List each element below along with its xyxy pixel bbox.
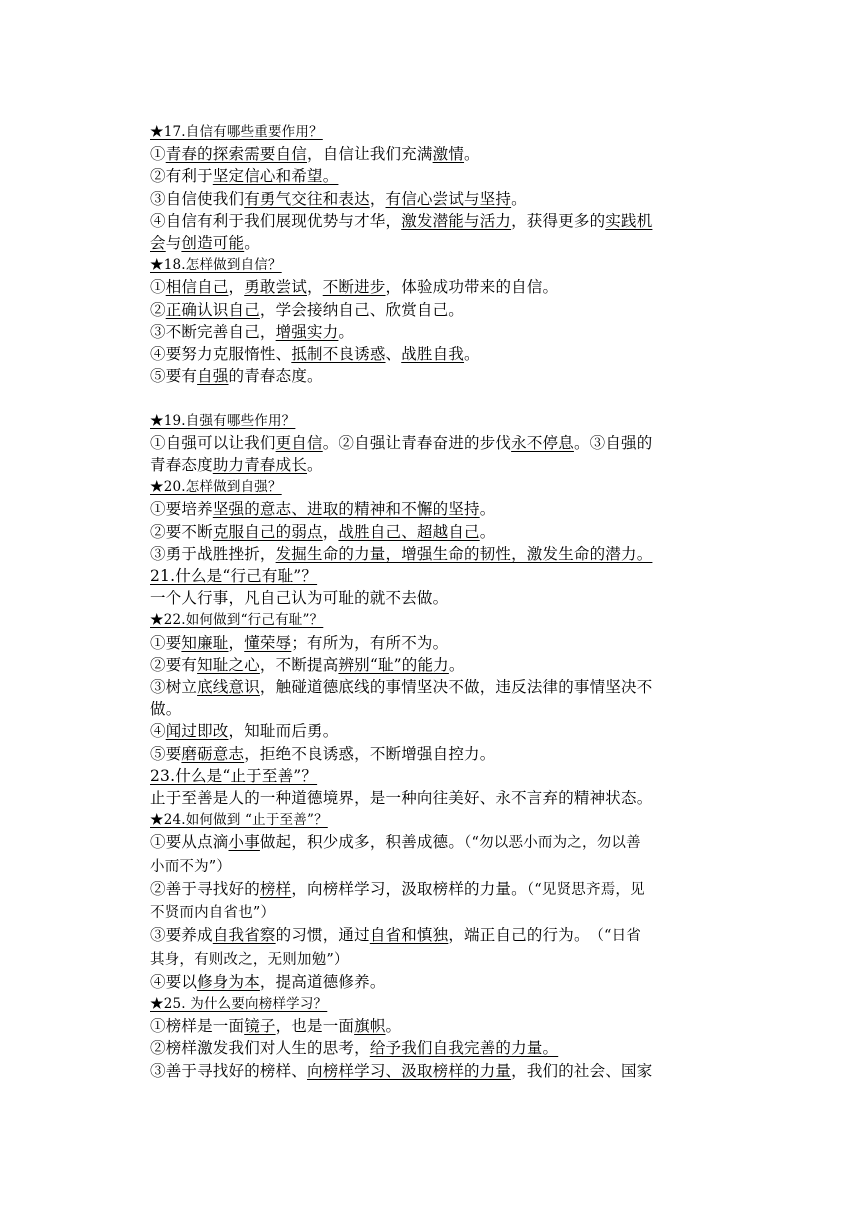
text-segment: 的青春态度。 [228,367,323,386]
text-segment: ，不断提高 [259,655,339,674]
text-line [150,855,715,878]
text-segment: 。 [464,145,480,164]
text-line [150,498,715,520]
text-segment: 。 [307,456,323,475]
text-line [150,743,715,765]
text-line [150,210,715,232]
text-line [150,971,715,993]
text-line [150,143,715,165]
text-segment: ，拒绝不良诱惑，不断增强自控力。 [244,744,496,763]
underlined-text: ★22.如何做到“行己有耻”？ [150,612,324,629]
text-line [150,720,715,742]
text-segment: 小而不为”） [150,858,232,875]
underlined-text: 自省和慎独 [369,926,449,945]
text-segment: ②善于寻找好的 [150,879,260,898]
underlined-text: 抵制不良诱惑 [291,345,386,364]
text-segment: （“日省 [581,928,642,945]
text-segment: 做起，积少成多，积善成德。 [259,833,465,852]
text-segment: 。 [448,655,465,674]
underlined-text: 辨别“耻”的能力 [338,655,449,674]
underlined-text: 有勇气交往和表达 [244,189,370,208]
underlined-text: 给予我们自我完善的力量。 [369,1039,559,1058]
text-line [150,787,715,809]
text-segment: ③要养成 [150,926,213,945]
text-segment: 。 [479,500,496,519]
text-segment: ④要以 [150,972,198,991]
underlined-text: 旗帜 [354,1017,386,1036]
underlined-text: 向榜样学习、汲取榜样的力量 [307,1061,512,1080]
question-heading [150,254,715,276]
text-segment: 其身，有则改之，无则加勉”） [150,951,349,968]
text-line [150,654,715,676]
underlined-text: 更自信 [275,433,323,452]
text-segment: 一个人行事，凡自己认为可耻的就不去做。 [150,589,449,608]
text-segment: 。 [338,322,355,341]
text-line [150,276,715,298]
text-segment: ④自信有利于我们展现优势与才华， [150,211,402,230]
text-segment: ，也是一面 [275,1017,355,1036]
text-segment: ，端正自己的行为。 [448,926,582,945]
underlined-text: 自强 [197,367,229,386]
text-segment: 。 [511,189,527,208]
text-line [150,565,715,587]
text-line [150,698,715,720]
underlined-text: ★19.自强有哪些作用？ [150,412,296,429]
underlined-text: 相信自己 [165,278,229,297]
text-segment: ，学会接纳自己、欣赏自己。 [259,300,465,319]
text-segment: ②要有 [150,655,198,674]
text-segment: ， [322,522,339,541]
text-segment: ①要 [150,633,182,652]
underlined-text: 闻过即改 [165,722,229,741]
underlined-text: 激发潜能与活力 [401,211,512,230]
text-line [150,1037,715,1059]
text-segment: ①要从点滴 [150,833,229,852]
underlined-text: 战胜自我 [401,345,465,364]
text-segment: ①要培养 [150,500,213,519]
text-segment: ，体验成功带来的自信。 [385,278,559,297]
text-line [150,321,715,343]
underlined-text: 坚强的意志、进取的精神和不懈的坚持 [212,500,480,519]
underlined-text: 知廉耻 [181,633,229,652]
underlined-text: 底线意识 [197,678,260,697]
text-segment: ③善于寻找好的榜样、 [150,1061,308,1080]
text-line [150,924,715,947]
text-segment: ，获得更多的 [511,211,606,230]
text-segment: ，触碰道德底线的事情坚决不做，违反法律的事情坚决不 [259,678,653,697]
text-segment: ，我们的社会、国家 [511,1061,653,1080]
underlined-text: 21.什么是“行己有耻”？ [150,567,318,586]
text-segment: （“见贤思齐焉，见 [526,881,645,898]
text-segment: ⑤要 [150,744,182,763]
text-line [150,188,715,210]
text-segment: ， [307,278,323,297]
question-heading [150,410,715,432]
underlined-text: ★20.怎样做到自强？ [150,479,282,496]
text-segment: ④ [150,722,166,741]
text-segment: ， [369,189,386,208]
underlined-text: 会 [150,234,166,253]
text-line [150,343,715,365]
text-segment: ③自信使我们 [150,189,245,208]
question-heading [150,809,715,831]
text-line [150,587,715,609]
underlined-text: 战胜自己、超越自己 [338,522,480,541]
underlined-text: 勇敢尝试 [244,278,308,297]
text-segment: 止于至善是人的一种道德境界，是一种向往美好、永不言弃的精神状态。 [150,789,653,808]
underlined-text: 永不停息 [511,433,574,452]
text-line [150,1060,715,1082]
underlined-text: 有信心尝试与坚持 [385,189,512,208]
document-page [150,121,715,1082]
text-segment: ⑤要有 [150,367,198,386]
text-segment: ②榜样激发我们对人生的思考， [150,1039,370,1058]
text-segment: ， [228,278,245,297]
underlined-text: 正确认识自己 [165,300,260,319]
text-line [150,878,715,901]
underlined-text: 激情 [432,145,465,164]
text-segment: ③树立 [150,678,198,697]
text-segment: 、 [385,345,402,364]
text-segment: 。②自强让青春奋进的步伐 [322,433,512,452]
text-segment: 。③自强的 [573,433,653,452]
text-segment: ① [150,145,166,164]
underlined-text: 23.什么是“止于至善”？ [150,766,318,785]
text-segment: 。 [385,1017,402,1036]
text-segment: ②要不断 [150,522,213,541]
text-line [150,765,715,787]
underlined-text: 创造可能 [181,234,245,253]
underlined-text: 磨砺意志 [181,744,245,763]
text-segment: ，向榜样学习，汲取榜样的力量。 [291,879,527,898]
underlined-text: 知耻之心 [197,655,260,674]
underlined-text: 青春的探索需要自信 [165,145,308,164]
underlined-text: ★24.如何做到 “止于至善”？ [150,812,328,829]
underlined-text: 坚定信心和希望。 [212,167,339,186]
text-line [150,165,715,187]
text-segment: 的习惯，通过 [275,926,370,945]
underlined-text: 实践机 [605,211,653,230]
text-line [150,521,715,543]
text-segment: ④要努力克服惰性、 [150,345,292,364]
underlined-text: 增强实力 [275,322,339,341]
text-segment: 做。 [150,700,182,719]
blank-line [150,387,715,409]
underlined-text: 克服自己的弱点 [212,522,323,541]
text-line [150,232,715,254]
underlined-text: 发掘生命的力量，增强生命的韧性，激发生命的潜力。 [275,544,653,563]
text-segment: ① [150,278,166,297]
underlined-text: ★17.自信有哪些重要作用？ [150,124,323,140]
text-segment: 。 [464,345,480,364]
text-segment: （“勿以恶小而为之，勿以善 [464,835,641,852]
text-line [150,543,715,565]
text-line [150,831,715,854]
underlined-text: 小事 [228,833,260,852]
text-line [150,299,715,321]
text-segment: 。 [479,522,496,541]
text-segment: ， [228,633,245,652]
underlined-text: 镜子 [244,1017,276,1036]
text-segment: ② [150,300,166,319]
underlined-text: ★18.怎样做到自信？ [150,257,282,274]
question-heading [150,121,715,143]
text-segment: ③不断完善自己， [150,322,276,341]
text-line [150,365,715,387]
text-line [150,948,715,971]
text-line [150,432,715,454]
text-segment: 。 [244,234,260,253]
text-segment: ，提高道德修养。 [259,972,386,991]
text-segment: ，自信让我们充满 [307,145,433,164]
underlined-text: 助力青春成长 [212,456,308,475]
text-segment: 青春态度 [150,456,213,475]
text-line [150,901,715,924]
text-line [150,1015,715,1037]
text-segment: 与 [165,234,182,253]
underlined-text: 懂荣辱 [244,633,292,652]
text-segment: ②有利于 [150,167,213,186]
underlined-text: ★25. 为什么要向榜样学习？ [150,995,328,1012]
underlined-text: 自我省察 [212,926,276,945]
text-segment: ，知耻而后勇。 [228,722,339,741]
underlined-text: 榜样 [259,879,292,898]
question-heading [150,609,715,631]
text-line [150,454,715,476]
question-heading [150,476,715,498]
text-segment: ①自强可以让我们 [150,433,276,452]
underlined-text: 不断进步 [322,278,386,297]
underlined-text: 修身为本 [197,972,260,991]
text-segment: 不贤而内自省也”） [150,905,276,922]
text-line [150,676,715,698]
text-segment: ；有所为，有所不为。 [291,633,449,652]
text-line [150,632,715,654]
text-segment: ③勇于战胜挫折， [150,544,276,563]
question-heading [150,993,715,1015]
text-segment: ①榜样是一面 [150,1017,245,1036]
